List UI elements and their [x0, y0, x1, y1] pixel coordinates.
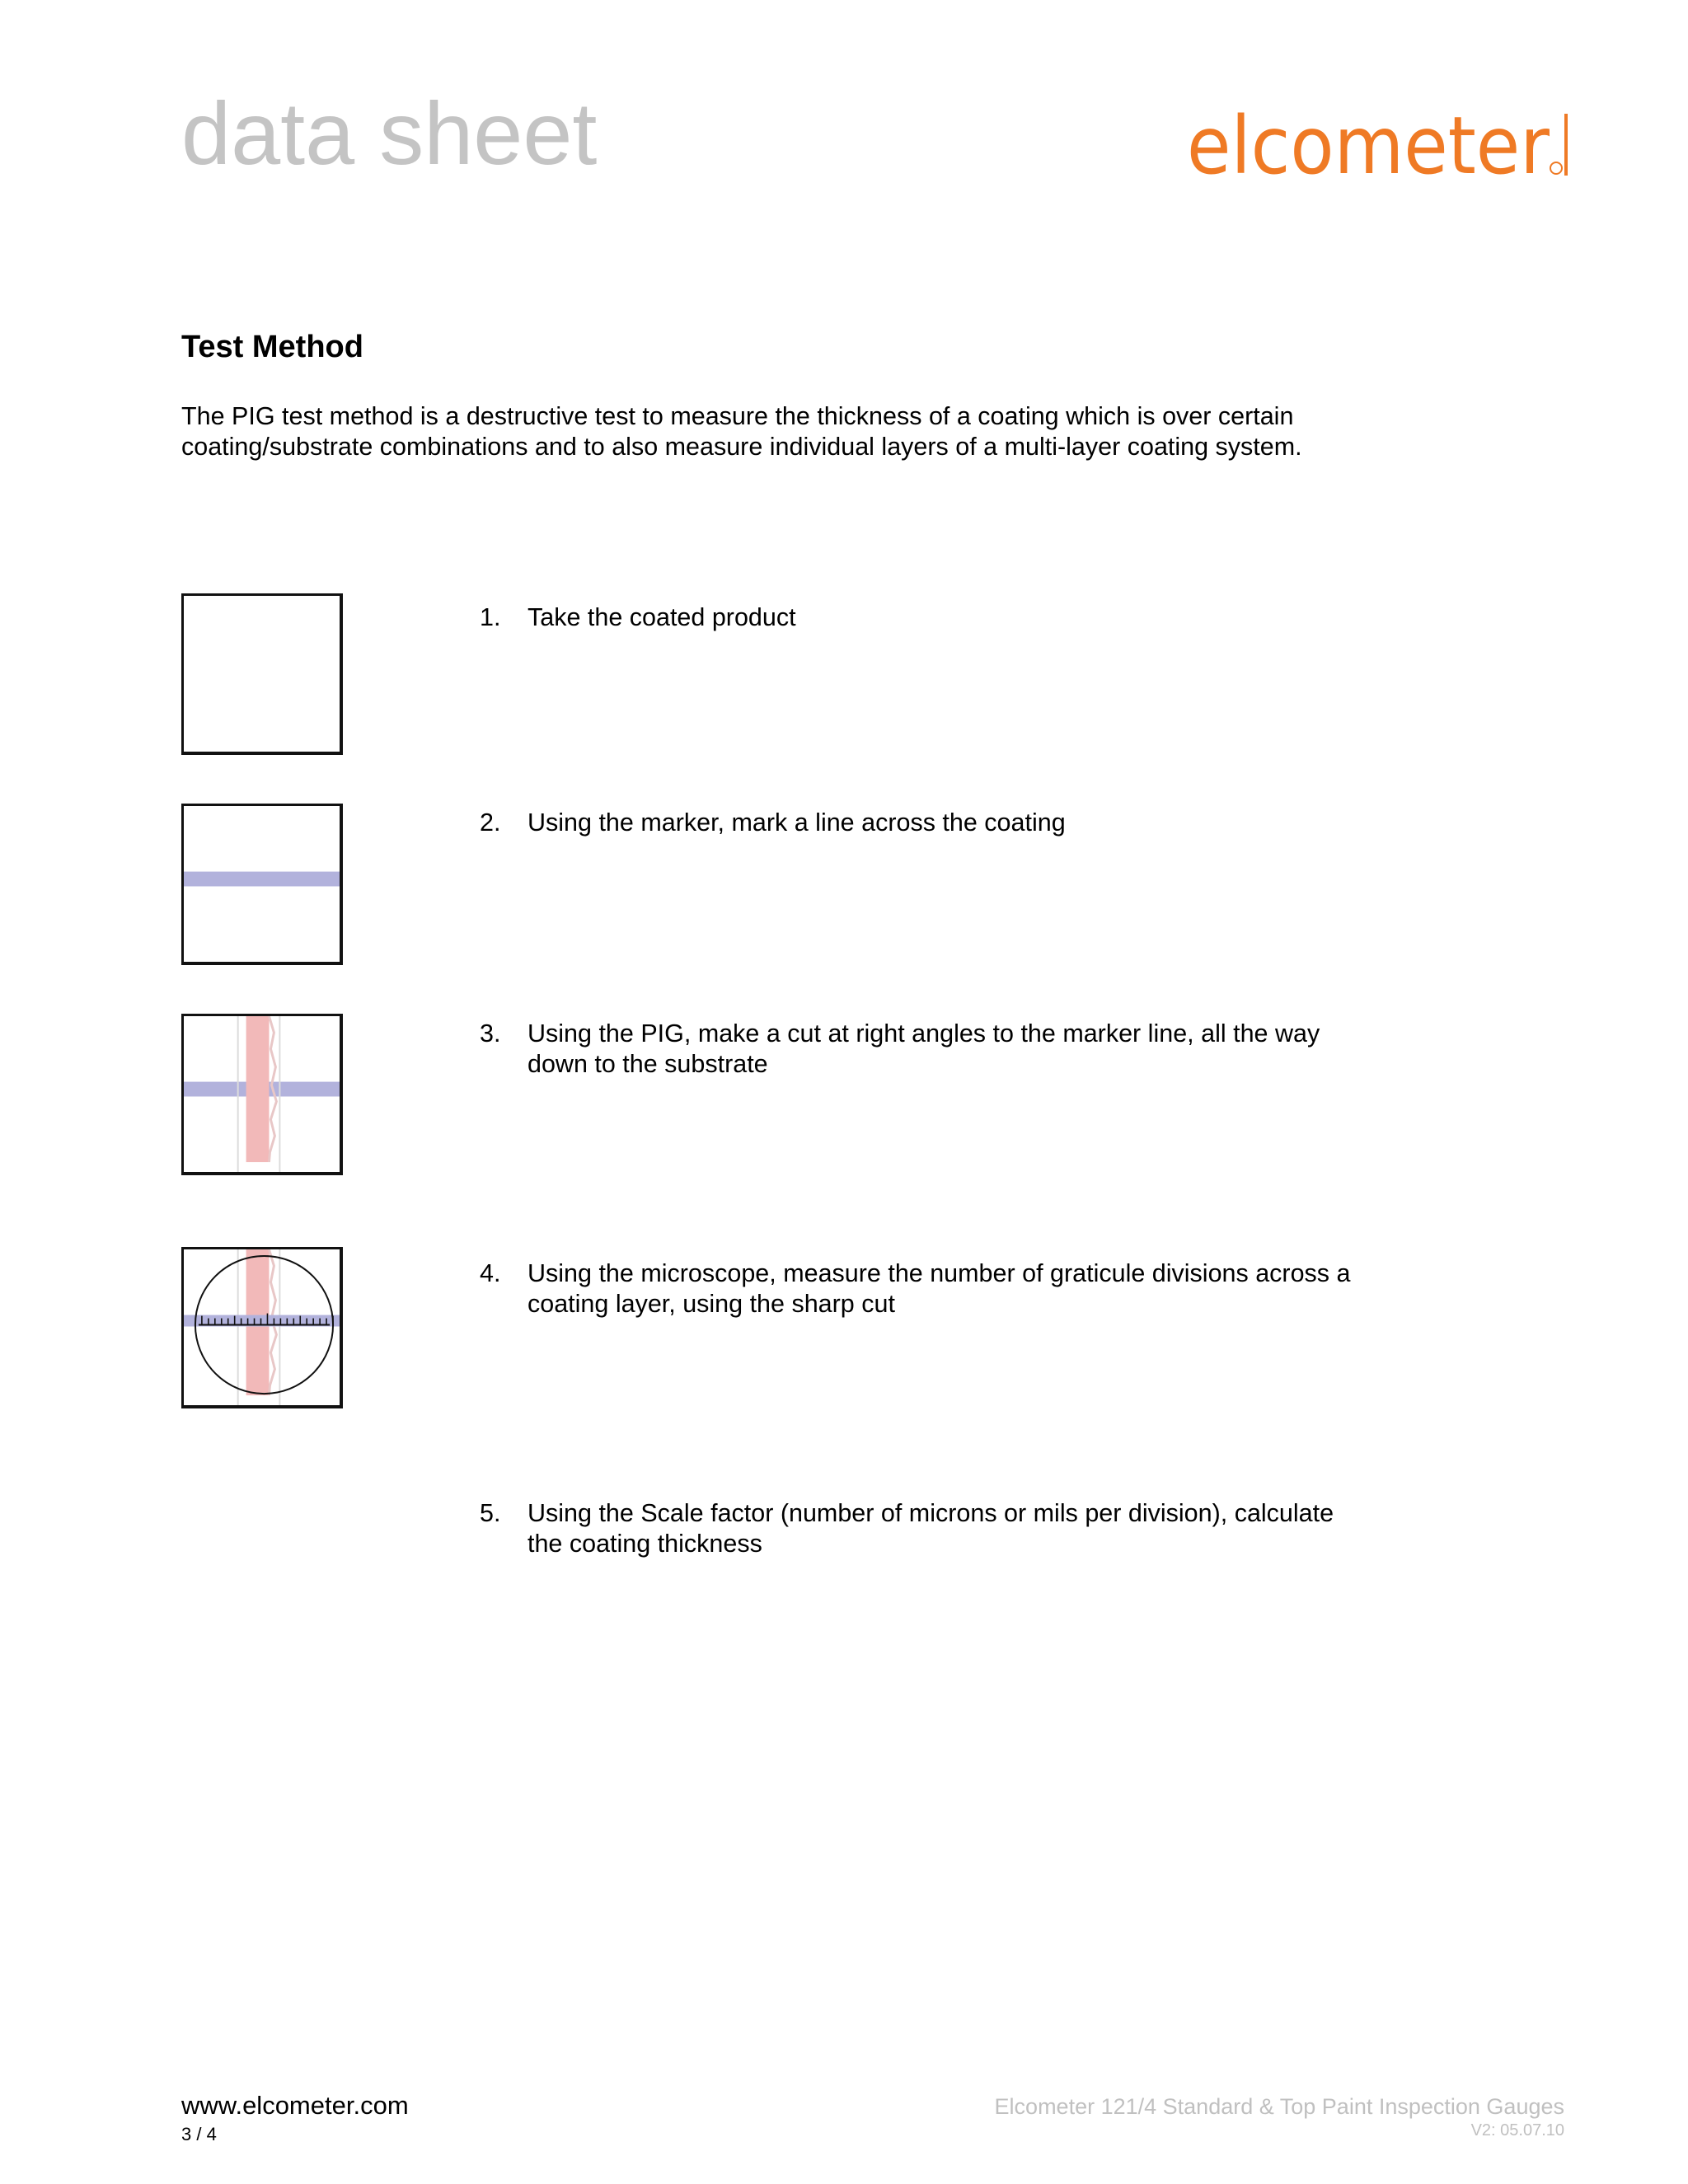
step-4-microscope-graticule-image — [181, 1247, 343, 1408]
section-title: Test Method — [181, 330, 363, 364]
footer-website-link[interactable]: www.elcometer.com — [181, 2091, 409, 2120]
step-text: Take the coated product — [528, 603, 796, 631]
marker-line-shape — [184, 872, 340, 887]
footer-page-number: 3 / 4 — [181, 2124, 217, 2144]
step-number: 5. — [480, 1499, 501, 1527]
step-2-marker-line-image — [181, 804, 343, 965]
intro-paragraph: The PIG test method is a destructive test to measure the thickness of a coating which is over certain coating/substrate combinations and to also measure individual layers of a multi-layer coating system. — [181, 402, 1302, 461]
svg-text:elcometer: elcometer — [1187, 105, 1550, 188]
cut-groove-shape — [246, 1016, 270, 1162]
step-3-pig-cut-image — [181, 1014, 343, 1175]
elcometer-logo — [1187, 105, 1574, 188]
step-1-coated-product-image — [181, 593, 343, 755]
step-text: Using the Scale factor (number of microns or mils per division), calculate the coating thickness — [528, 1499, 1334, 1558]
footer-version: V2: 05.07.10 — [1470, 2121, 1564, 2139]
step-number: 4. — [480, 1259, 501, 1287]
footer-product-name: Elcometer 121/4 Standard & Top Paint Inspection Gauges — [994, 2094, 1564, 2119]
step-text: Using the marker, mark a line across the coating — [528, 808, 1066, 837]
step-text: Using the PIG, make a cut at right angles to the marker line, all the way down to the substrate — [528, 1019, 1320, 1078]
step-number: 2. — [480, 808, 501, 837]
document-type-label: data sheet — [181, 83, 598, 183]
step-number: 1. — [480, 603, 501, 631]
step-text: Using the microscope, measure the number of graticule divisions across a coating layer, using the sharp cut — [528, 1259, 1351, 1318]
step-number: 3. — [480, 1019, 501, 1047]
